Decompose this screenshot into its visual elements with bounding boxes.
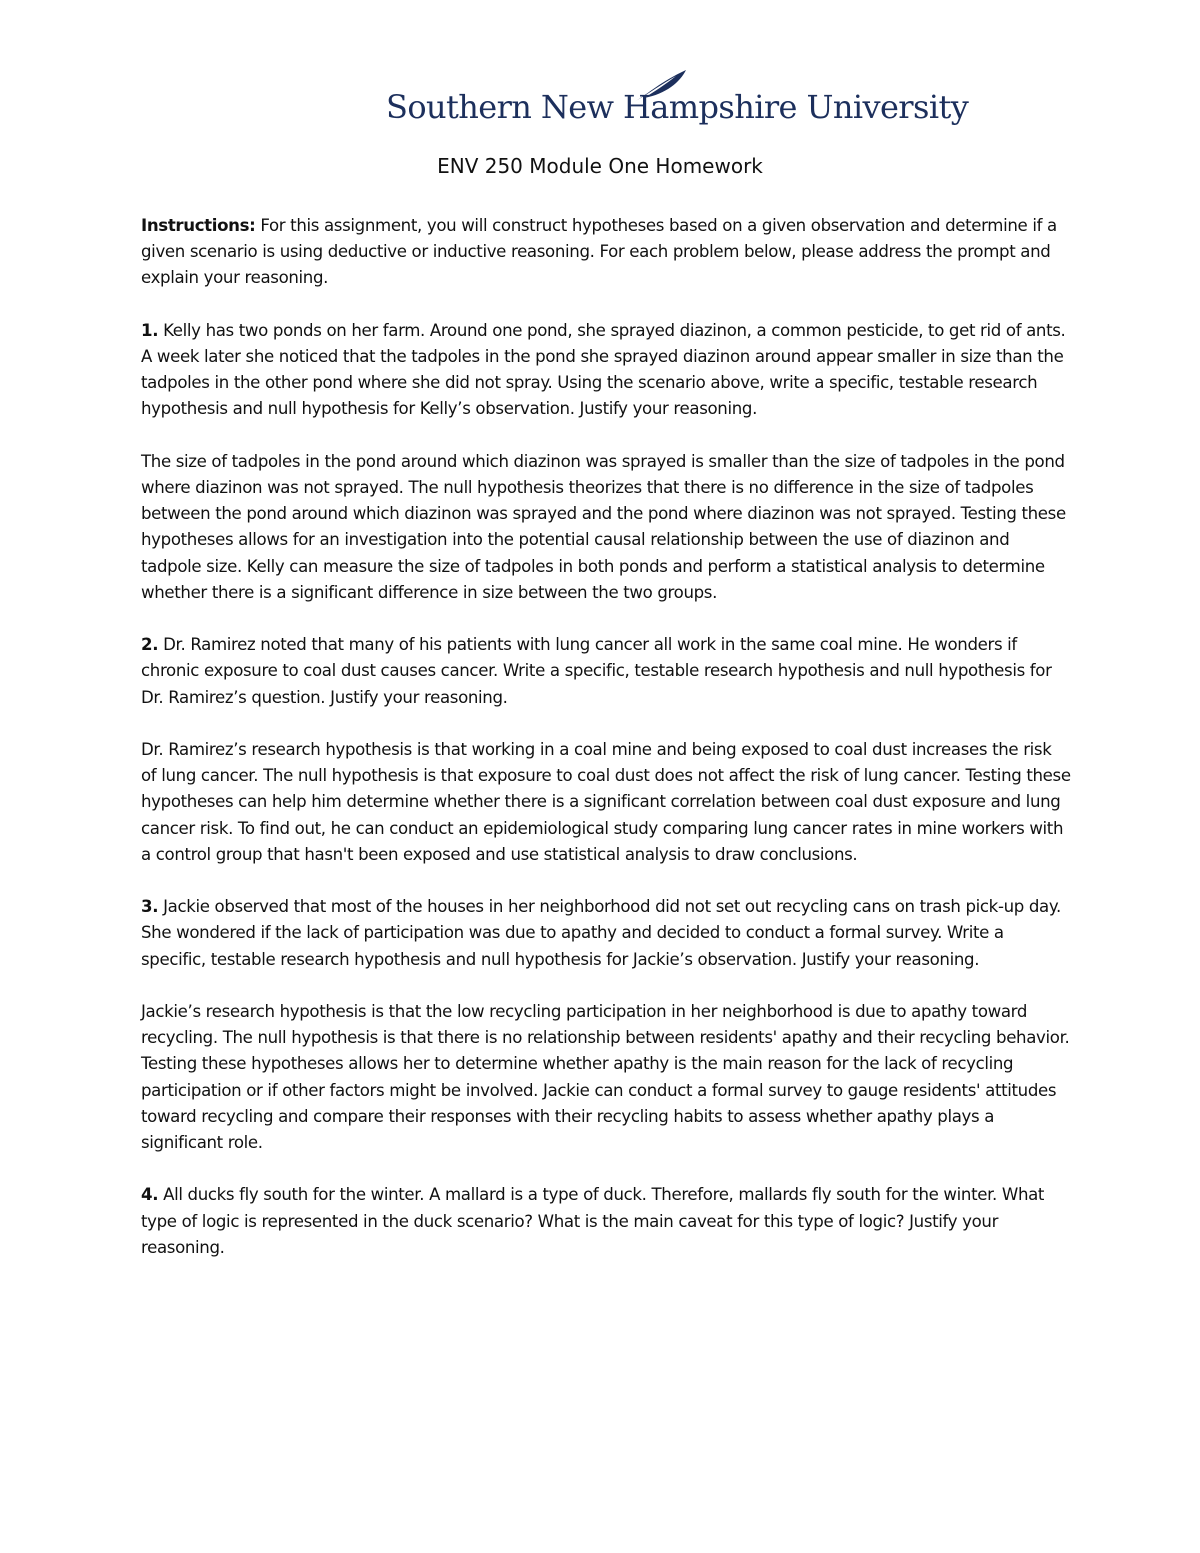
question-2-prompt [141, 632, 1071, 711]
question-3-prompt [141, 894, 1071, 973]
question-1-answer: The size of tadpoles in the pond around which diazinon was sprayed is smaller than the size of tadpoles in the pond where diazinon was not sprayed. The null hypothesis theorizes that there is no difference in the size of tadpoles between the pond around which diazinon was sprayed and the pond where diazinon was not sprayed. Testing these hypotheses allows for an investigation into the potential causal relationship between the use of diazinon and tadpole size. Kelly can measure the size of tadpoles in both ponds and perform a statistical analysis to determine whether there is a significant difference in size between the two groups. [141, 451, 1066, 602]
university-name: Southern New Hampshire University [386, 88, 969, 126]
instructions-label: Instructions: [141, 216, 256, 235]
question-3-answer: Jackie’s research hypothesis is that the low recycling participation in her neighborhood is due to apathy toward recycling. The null hypothesis is that there is no relationship between residents' apathy and their recycling behavior. Testing these hypotheses allows her to determine whether apathy is the main reason for the lack of recycling participation or if other factors might be involved. Jackie can conduct a formal survey to gauge residents' attitudes toward recycling and compare their responses with their recycling habits to assess whether apathy plays a significant role. [141, 1002, 1070, 1153]
question-4-text: All ducks fly south for the winter. A mallard is a type of duck. Therefore, mallards fly south for the winter. What type of logic is represented in the duck scenario? What is the main caveat for this type of logic? Justify your reasoning. [141, 1185, 1045, 1257]
question-2-answer: Dr. Ramirez’s research hypothesis is that working in a coal mine and being exposed to coal dust increases the risk of lung cancer. The null hypothesis is that exposure to coal dust does not affect the risk of lung cancer. Testing these hypotheses can help him determine whether there is a significant correlation between coal dust exposure and lung cancer risk. To find out, he can conduct an epidemiological study comparing lung cancer rates in mine workers with a control group that hasn't been exposed and use statistical analysis to draw conclusions. [141, 740, 1071, 864]
document-body [141, 213, 1071, 1287]
question-3-text: Jackie observed that most of the houses in her neighborhood did not set out recycling cans on trash pick-up day. She wondered if the lack of participation was due to apathy and decided to conduct a formal survey. Write a specific, testable research hypothesis and null hypothesis for Jackie’s observation. Justify your reasoning. [141, 897, 1061, 969]
question-2-text: Dr. Ramirez noted that many of his patients with lung cancer all work in the same coal mine. He wonders if chronic exposure to coal dust causes cancer. Write a specific, testable research hypothesis and null hypothesis for Dr. Ramirez’s question. Justify your reasoning. [141, 635, 1052, 707]
question-1-prompt [141, 318, 1071, 423]
question-1-text: Kelly has two ponds on her farm. Around one pond, she sprayed diazinon, a common pesticide, to get rid of ants. A week later she noticed that the tadpoles in the pond she sprayed diazinon around appear smaller in size than the tadpoles in the other pond where she did not spray. Using the scenario above, write a specific, testable research hypothesis and null hypothesis for Kelly’s observation. Justify your reasoning. [141, 320, 1066, 419]
university-logo [386, 68, 969, 138]
question-4-number: 4. [141, 1185, 159, 1205]
instructions-paragraph [141, 213, 1071, 292]
question-3-number: 3. [141, 897, 159, 917]
question-4-prompt [141, 1182, 1071, 1261]
instructions-text: For this assignment, you will construct hypotheses based on a given observation and determine if a given scenario is using deductive or inductive reasoning. For each problem below, please address the prompt and explain your reasoning. [141, 216, 1057, 288]
question-2-number: 2. [141, 635, 159, 655]
question-1-number: 1. [141, 320, 159, 340]
page-title: ENV 250 Module One Homework [437, 154, 763, 178]
